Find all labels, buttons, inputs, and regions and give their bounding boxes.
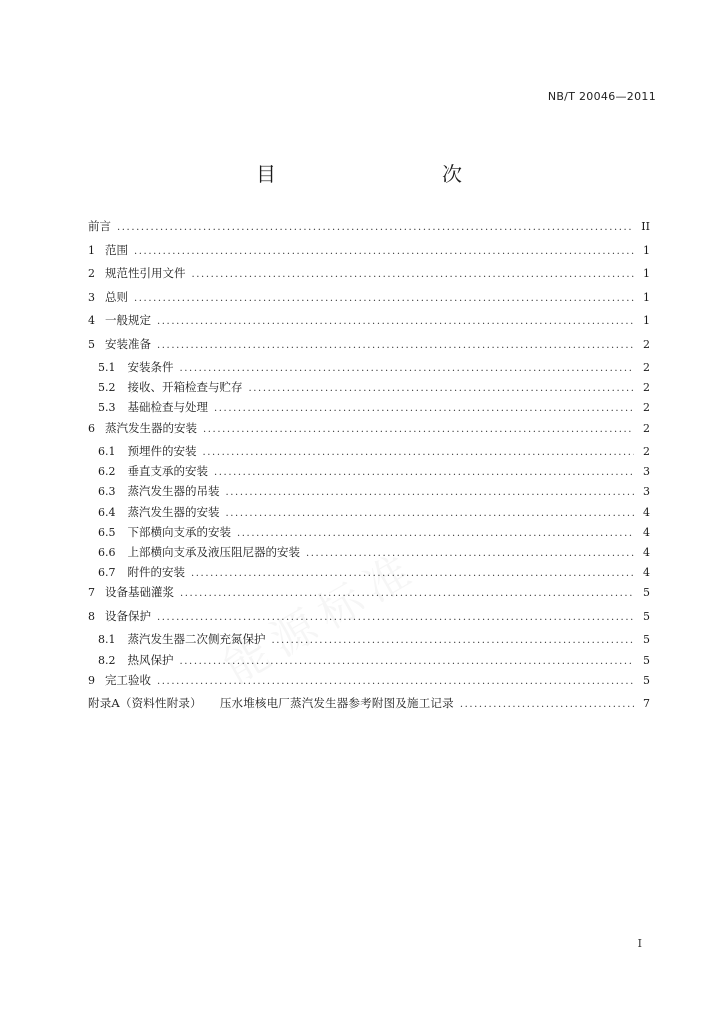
toc-entry-title: 下部横向支承的安装 bbox=[127, 524, 231, 539]
toc-section-number: 3 bbox=[88, 290, 95, 304]
toc-entry[interactable] bbox=[88, 463, 650, 483]
toc-entry[interactable] bbox=[88, 608, 650, 632]
appendix-title: 压水堆核电厂蒸汽发生器参考附图及施工记录 bbox=[219, 696, 454, 711]
toc-entry-title: 垂直支承的安装 bbox=[127, 464, 208, 479]
toc-entry[interactable] bbox=[88, 359, 650, 379]
toc-section-number: 8.1 bbox=[98, 633, 116, 647]
toc-entry[interactable] bbox=[88, 265, 650, 289]
toc-entry[interactable] bbox=[88, 218, 650, 242]
toc-entry-title: 设备保护 bbox=[105, 608, 151, 623]
leader-dots bbox=[226, 485, 635, 501]
toc-entry-title: 基础检查与处理 bbox=[127, 400, 208, 415]
toc-entry[interactable] bbox=[88, 443, 650, 463]
toc-page-number: 3 bbox=[643, 465, 650, 479]
toc-page-number: 5 bbox=[643, 609, 650, 623]
leader-dots bbox=[134, 244, 634, 260]
toc-section-number: 5 bbox=[88, 337, 95, 351]
toc-entry-title: 蒸汽发生器二次侧充氮保护 bbox=[127, 632, 266, 647]
toc-entry[interactable] bbox=[88, 544, 650, 564]
toc-entry[interactable] bbox=[88, 289, 650, 313]
toc-entry-title: 规范性引用文件 bbox=[105, 266, 186, 280]
table-of-contents bbox=[88, 218, 650, 719]
toc-entry[interactable] bbox=[88, 631, 650, 651]
toc-page-number: 4 bbox=[643, 566, 650, 580]
page-title: 目 次 bbox=[256, 162, 504, 186]
toc-page-number: 5 bbox=[643, 653, 650, 667]
leader-dots bbox=[460, 697, 634, 713]
leader-dots bbox=[214, 465, 634, 481]
leader-dots bbox=[157, 314, 634, 330]
toc-page-number: 3 bbox=[643, 485, 650, 499]
toc-section-number: 7 bbox=[88, 586, 95, 600]
toc-entry[interactable] bbox=[88, 672, 650, 696]
toc-entry[interactable] bbox=[88, 584, 650, 608]
toc-page-number: 2 bbox=[643, 445, 650, 459]
toc-page-number: 1 bbox=[643, 267, 650, 280]
toc-page-number: 4 bbox=[643, 505, 650, 519]
leader-dots bbox=[134, 291, 634, 307]
toc-entry[interactable] bbox=[88, 242, 650, 266]
toc-entry-title: 总则 bbox=[105, 289, 128, 304]
toc-page-number: 2 bbox=[643, 421, 650, 435]
leader-dots bbox=[117, 220, 634, 236]
toc-page-number: 4 bbox=[643, 525, 650, 539]
toc-entry-title: 前言 bbox=[88, 219, 111, 233]
toc-section-number: 6.3 bbox=[98, 485, 116, 499]
toc-entry-title: 预埋件的安装 bbox=[127, 444, 197, 459]
toc-entry-title: 上部横向支承及液压阻尼器的安装 bbox=[127, 545, 300, 559]
toc-entry[interactable] bbox=[88, 564, 650, 584]
toc-entry-title: 蒸汽发生器的安装 bbox=[127, 504, 220, 519]
toc-section-number: 4 bbox=[88, 314, 95, 327]
leader-dots bbox=[226, 506, 635, 522]
toc-page-number: 1 bbox=[643, 290, 650, 304]
leader-dots bbox=[157, 610, 634, 626]
toc-entry[interactable] bbox=[88, 504, 650, 524]
toc-entry[interactable] bbox=[88, 652, 650, 672]
toc-section-number: 6.4 bbox=[98, 505, 116, 519]
leader-dots bbox=[237, 526, 634, 542]
leader-dots bbox=[249, 381, 635, 397]
toc-section-number: 2 bbox=[88, 267, 95, 280]
page-number: I bbox=[637, 937, 642, 950]
toc-section-number: 6.5 bbox=[98, 525, 116, 539]
toc-entry[interactable] bbox=[88, 483, 650, 503]
toc-page-number: 5 bbox=[643, 673, 650, 687]
toc-section-number: 8.2 bbox=[98, 653, 116, 667]
toc-page-number: 2 bbox=[643, 401, 650, 415]
leader-dots bbox=[180, 654, 635, 670]
toc-section-number: 1 bbox=[88, 243, 95, 257]
toc-page-number: 5 bbox=[643, 586, 650, 600]
toc-entry[interactable] bbox=[88, 399, 650, 419]
toc-entry-appendix-a[interactable] bbox=[88, 695, 650, 719]
toc-entry[interactable] bbox=[88, 524, 650, 544]
toc-entry-title: 蒸汽发生器的安装 bbox=[105, 420, 197, 435]
toc-page-number: 1 bbox=[643, 314, 650, 327]
toc-section-number: 6.1 bbox=[98, 445, 116, 459]
leader-dots bbox=[306, 546, 634, 562]
leader-dots bbox=[203, 445, 635, 461]
toc-section-number: 6.7 bbox=[98, 566, 116, 580]
leader-dots bbox=[157, 674, 634, 690]
toc-section-number: 5.1 bbox=[98, 361, 116, 374]
toc-page-number: 4 bbox=[643, 546, 650, 559]
toc-section-number: 5.2 bbox=[98, 381, 116, 395]
toc-page-number: 2 bbox=[643, 381, 650, 395]
toc-entry[interactable] bbox=[88, 312, 650, 336]
toc-page-number: 2 bbox=[643, 361, 650, 374]
toc-page-number: 5 bbox=[643, 633, 650, 647]
toc-entry[interactable] bbox=[88, 379, 650, 399]
toc-section-number: 6.2 bbox=[98, 465, 116, 479]
leader-dots bbox=[203, 422, 634, 438]
toc-section-number: 6.6 bbox=[98, 546, 116, 559]
leader-dots bbox=[180, 361, 635, 377]
toc-entry[interactable] bbox=[88, 336, 650, 360]
leader-dots bbox=[192, 267, 635, 283]
leader-dots bbox=[272, 633, 635, 649]
toc-entry-title: 范围 bbox=[105, 242, 128, 257]
toc-entry-title: 完工验收 bbox=[105, 672, 151, 687]
toc-entry[interactable] bbox=[88, 420, 650, 444]
toc-section-number: 8 bbox=[88, 609, 95, 623]
toc-page-number: II bbox=[641, 220, 650, 233]
toc-page-number: 7 bbox=[643, 697, 650, 711]
toc-entry-title: 设备基础灌浆 bbox=[105, 585, 174, 600]
leader-dots bbox=[157, 338, 634, 354]
appendix-prefix: 附录A（资料性附录） bbox=[88, 696, 202, 711]
toc-entry-title: 蒸汽发生器的吊装 bbox=[127, 484, 220, 499]
toc-entry-title: 一般规定 bbox=[105, 313, 151, 327]
toc-entry-title: 接收、开箱检查与贮存 bbox=[127, 380, 243, 395]
toc-entry-title: 安装准备 bbox=[105, 336, 151, 351]
leader-dots bbox=[214, 401, 634, 417]
toc-entry-title: 热风保护 bbox=[127, 652, 174, 667]
leader-dots bbox=[191, 566, 634, 582]
leader-dots bbox=[180, 586, 634, 602]
document-code: NB/T 20046—2011 bbox=[547, 90, 656, 103]
toc-entry-title: 安装条件 bbox=[127, 360, 174, 374]
toc-entry-title: 附件的安装 bbox=[127, 565, 185, 580]
toc-section-number: 5.3 bbox=[98, 401, 116, 415]
toc-page-number: 2 bbox=[643, 337, 650, 351]
toc-section-number: 9 bbox=[88, 673, 95, 687]
toc-section-number: 6 bbox=[88, 421, 95, 435]
toc-page-number: 1 bbox=[643, 243, 650, 257]
